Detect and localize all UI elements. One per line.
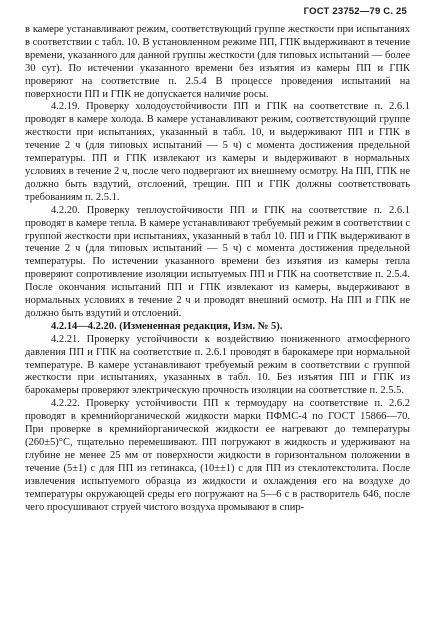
- paragraph-4-2-19: 4.2.19. Проверку холодоустойчивости ПП и ГПК на соответствие п. 2.6.1 проводят в камере холода. В камере устанавливают режим, соответствующий группе жесткости при испытаниях, указанный в табл. 10, и выдерживают ПП и ГПК в течение 2 ч (для типовых испытаний — 5 ч) с момента достижения предельной температуры. ПП и ГПК извлекают из камеры и выдерживают в нормальных условиях в течение 2 ч, после чего подвергают их внешнему осмотру. На ПП, ГПК не должно быть вздутий, отслоений, трещин. ПП и ГПК должны соответствовать требованиям п. 2.5.1.: [25, 101, 410, 203]
- document-body: [25, 24, 410, 514]
- paragraph-4-2-21: 4.2.21. Проверку устойчивости к воздействию пониженного атмосферного давления ПП и ГПК на соответствие п. 2.6.1 проводят в барокамере при нормальной температуре. В камере устанавливают требуемый режим в соответствии с группой жесткости при испытаниях, указанных в табл. 10. Без изъятия ПП и ГПК из барокамеры проверяют электрическую прочность изоляции на соответствие п. 2.5.5.: [25, 333, 410, 397]
- paragraph-continuation: в камере устанавливают режим, соответствующий группе жесткости при испытаниях в соответствии с табл. 10. В установленном режиме ПП, ГПК выдерживают в течение времени, указанного для данной группы жесткости (для типовых испытаний — более 30 сут). По истечении указанного времени без изъятия из камеры ПП и ГПК проверяют на соответствие п. 2.5.4 В процессе проведения испытаний на поверхности ПП и ГПК не допускается наличие росы.: [25, 24, 410, 100]
- revision-note: 4.2.14—4.2.20. (Измененная редакция, Изм. № 5).: [51, 320, 283, 332]
- page-header: ГОСТ 23752—79 С. 25: [303, 6, 407, 17]
- paragraph-4-2-20: 4.2.20. Проверку теплоустойчивости ПП и ГПК на соответствие п. 2.6.1 проводят в камере тепла. В камере устанавливают требуемый режим в соответствии с группой жесткости при испытаниях, указанный в табл 10. ПП и ГПК выдерживают в течение 2 ч (для типовых испытаний — 5 ч) с момента достижения предельной температуры. По истечении указанного времени без изъятия из камеры тепла проверяют сопротивление изоляции испытуемых ПП и ГПК на соответствие п. 2.5.4. После окончания испытаний ПП и ГПК извлекают из камеры, выдерживают в нормальных условиях в течение 2 ч и проводят внешний осмотр. На ПП и ГПК не должно быть вздутий и отслоений.: [25, 204, 410, 319]
- paragraph-4-2-22: 4.2.22. Проверку устойчивости ПП к термоудару на соответствие п. 2.6.2 проводят в кремнийорганической жидкости марки ПФМС-4 по ГОСТ 15866—70. При проверке в кремнийорганической жидкости ее нагревают до температуры (260±5)°С, тщательно перемешивают. ПП погружают в жидкость и удерживают на глубине не менее 25 мм от поверхности жидкости в горизонтальном положении в течение (5±1) с для ПП из гетинакса, (10±±1) с для ПП из стеклотекстолита. После извлечения испытуемого образца из жидкости и охлаждения его на воздухе до температуры окружающей среды его погружают на 5—6 с в растворитель 646, после чего просушивают струей чистого воздуха промывают в спир-: [25, 398, 410, 513]
